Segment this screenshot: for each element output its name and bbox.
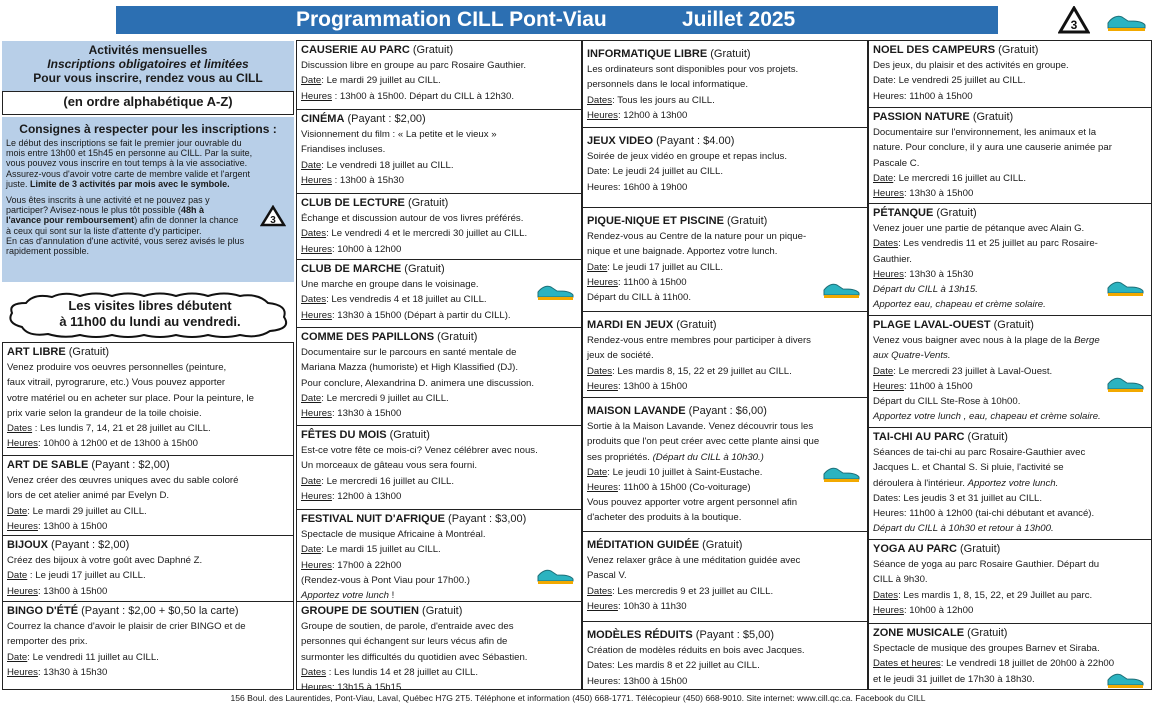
activity-desc: Les ordinateurs sont disponibles pour vos projets. xyxy=(587,64,799,76)
activity-desc: Un morceaux de gâteau vous sera fourni. xyxy=(301,460,477,472)
activity-desc: CILL à 9h30. xyxy=(873,574,928,586)
activity-date: : Le vendredi 18 juillet de 20h00 à 22h00 xyxy=(940,658,1115,670)
activity-price: (Payant : $2,00) xyxy=(88,459,170,471)
activity-desc: faux vitrail, pyrograrure, etc.) Vous pouvez apporter xyxy=(7,377,226,389)
activity-title: ART DE SABLE xyxy=(7,459,89,471)
walking-shoe-icon xyxy=(535,564,575,586)
walking-shoe-icon xyxy=(1104,9,1148,33)
activity-price: (Payant : $2,00) xyxy=(47,539,130,551)
activity-yoga xyxy=(869,539,1151,623)
activity-price: (Payant : $4.00) xyxy=(653,135,735,147)
activity-date: : Le vendredi 18 juillet au CILL. xyxy=(321,159,454,171)
activity-club-lecture xyxy=(297,193,581,259)
activity-desc: Courrez la chance d'avoir le plaisir de crier BINGO et de xyxy=(7,621,246,633)
activity-maison-lavande xyxy=(583,397,867,531)
consignes-text: Vous êtes inscrits à une activité et ne pouvez pas y xyxy=(6,195,210,206)
activity-price: (Gratuit) xyxy=(707,48,751,60)
activity-price: (Gratuit) xyxy=(65,346,110,358)
activity-art-libre xyxy=(3,343,293,455)
activity-note: (Rendez-vous à Pont Viau pour 17h00.) xyxy=(301,574,470,586)
activity-bijoux xyxy=(3,535,293,601)
page-month: Juillet 2025 xyxy=(682,8,796,31)
hours-label: Heures xyxy=(873,604,904,616)
activity-petanque xyxy=(869,203,1151,315)
consignes-refund: l'avance pour remboursement xyxy=(6,215,135,226)
activity-title: CLUB DE LECTURE xyxy=(301,197,405,209)
activity-hours: : 13h30 à 15h30 xyxy=(37,666,108,678)
activity-date: : Les vendredis 11 et 25 juillet au parc Rosaire- xyxy=(898,238,1098,250)
activity-title: PASSION NATURE xyxy=(873,111,970,123)
activity-art-de-sable xyxy=(3,455,293,535)
activity-date: : Le vendredi 11 juillet au CILL. xyxy=(27,651,159,663)
date-label: Date xyxy=(873,365,894,377)
date-label: Date xyxy=(301,392,322,404)
activity-date: : Les mercredis 9 et 23 juillet au CILL. xyxy=(612,585,774,597)
activity-desc: Spectacle de musique des groupes Barnev et Siraba. xyxy=(873,643,1100,655)
activity-title: YOGA AU PARC xyxy=(873,543,957,555)
activity-hours: : 13h15 à 15h15 xyxy=(331,682,402,691)
page-title: Programmation CILL Pont-Viau xyxy=(296,8,607,31)
activity-date: Date: Le jeudi 24 juillet au CILL. xyxy=(587,166,723,178)
hours-label: Heures xyxy=(301,408,332,420)
activity-date: Dates: Les mardis 8 et 22 juillet au CILL. xyxy=(587,660,760,672)
activity-hours: : 12h00 à 13h00 xyxy=(617,109,688,121)
hours-label: Heures xyxy=(7,520,38,532)
activity-price: (Payant : $3,00) xyxy=(445,513,527,525)
activity-hours: : 12h00 à 13h00 xyxy=(331,490,402,502)
activity-desc: Venez jouer une partie de pétanque avec Alain G. xyxy=(873,223,1085,235)
activity-desc: Visionnement du film : « La petite et le vieux » xyxy=(301,129,497,141)
date-label: Dates xyxy=(301,228,327,240)
hours-label: Heures xyxy=(587,482,618,494)
activity-hours: : 10h30 à 11h30 xyxy=(617,600,687,612)
walking-shoe-icon xyxy=(821,278,861,300)
date-label: Dates xyxy=(587,365,613,377)
activity-groupe-soutien xyxy=(297,601,581,691)
activity-note: Apportez votre lunch xyxy=(301,590,389,601)
activity-comme-des-papillons xyxy=(297,327,581,425)
activity-causerie xyxy=(297,41,581,109)
activity-desc: Jacques L. et Chantal S. Si pluie, l'activité se xyxy=(873,462,1064,474)
limit-triangle-icon xyxy=(260,205,286,227)
activity-desc: Documentaire sur le parcours en santé mentale de xyxy=(301,347,517,359)
activity-desc: Rendez-vous au Centre de la nature pour un pique- xyxy=(587,231,807,243)
consignes-refund: 48h à xyxy=(180,205,204,216)
activity-desc: Séance de yoga au parc Rosaire Gauthier. Départ du xyxy=(873,559,1100,571)
activity-date: : Le jeudi 17 juillet au CILL. xyxy=(607,261,723,273)
activity-desc: jeux de société. xyxy=(587,350,654,362)
activity-title: ZONE MUSICALE xyxy=(873,627,965,639)
activity-price: (Gratuit) xyxy=(386,429,430,441)
activity-desc: Échange et discussion autour de vos livres préférés. xyxy=(301,213,524,225)
activity-noel-campeurs xyxy=(869,41,1151,107)
activity-title: JEUX VIDEO xyxy=(587,135,654,147)
activity-title: CAUSERIE AU PARC xyxy=(301,44,410,56)
activity-date: : Tous les jours au CILL. xyxy=(612,94,715,106)
activity-hours: : 10h00 à 12h00 xyxy=(903,604,974,616)
svg-text:3: 3 xyxy=(1070,18,1078,32)
footer-contact: 156 Boul. des Laurentides, Pont-Viau, Laval, Québec H7G 2T5. Téléphone et information (450) 668-1771. Télécopieur (450) 668-9010. Site internet: www.cill.qc.ca. Facebook du CILL xyxy=(230,693,926,703)
activity-desc: Pour conclure, Alexandrina D. animera une discussion. xyxy=(301,377,535,389)
activity-title: BINGO D'ÉTÉ xyxy=(7,605,79,617)
activity-title: FESTIVAL NUIT D'AFRIQUE xyxy=(301,513,445,525)
visites-line2: à 11h00 du lundi au vendredi. xyxy=(59,314,241,329)
hours-label: Heures xyxy=(301,682,332,691)
activity-desc: Des jeux, du plaisir et des activités en groupe. xyxy=(873,60,1069,72)
activity-price: (Gratuit) xyxy=(404,197,449,209)
activity-title: TAI-CHI AU PARC xyxy=(873,431,965,443)
activity-hours: : 13h00 à 15h00 xyxy=(617,380,688,392)
hours-label: Heures xyxy=(587,276,618,288)
activity-note: Départ du CILL à 11h00. xyxy=(587,292,692,304)
activity-desc: lors de cet atelier animé par Evelyn D. xyxy=(7,490,170,502)
activity-hours: : 13h30 à 15h00 xyxy=(331,408,402,420)
date-label: Dates xyxy=(587,585,613,597)
hours-label: Heures xyxy=(301,490,332,502)
activity-desc: Pascal V. xyxy=(587,570,627,582)
activity-hours: : 13h00 à 15h00 xyxy=(37,520,108,532)
svg-text:3: 3 xyxy=(270,215,276,226)
activity-price: (Payant : $6,00) xyxy=(685,405,767,417)
column-3 xyxy=(582,40,868,690)
activity-date: : Le mercredi 9 juillet au CILL. xyxy=(321,392,449,404)
activity-hours: Heures: 13h00 à 15h00 xyxy=(587,675,688,687)
consignes-text: vous pouvez vous inscrire en tout temps à la vie associative. xyxy=(6,158,248,169)
intro-line2: Inscriptions obligatoires et limitées xyxy=(47,57,249,71)
activity-desc: Est-ce votre fête ce mois-ci? Venez célébrer avec nous. xyxy=(301,445,538,457)
activity-note: Apportez eau, chapeau et crème solaire. xyxy=(873,299,1046,311)
activity-date: : Le mardi 15 juillet au CILL. xyxy=(321,544,441,556)
activity-plage-laval-ouest xyxy=(869,315,1151,427)
activity-price: (Gratuit) xyxy=(969,111,1014,123)
activity-desc: Rendez-vous entre membres pour participer à divers xyxy=(587,335,811,347)
activity-title: MARDI EN JEUX xyxy=(587,319,674,331)
activity-price: (Gratuit) xyxy=(995,44,1039,56)
hours-label: Heures xyxy=(301,559,332,571)
date-label: Date xyxy=(7,505,28,517)
activity-hours: Heures: 16h00 à 19h00 xyxy=(587,181,688,193)
activity-price: (Gratuit) xyxy=(933,207,977,219)
activity-date: : Les lundis 14 et 28 juillet au CILL. xyxy=(326,666,479,678)
activity-desc: Groupe de soutien, de parole, d'entraide avec des xyxy=(301,621,514,633)
activity-title: ART LIBRE xyxy=(7,346,66,358)
activity-informatique-libre xyxy=(583,41,867,127)
hours-label: Heures xyxy=(301,90,332,102)
activity-note: Départ du CILL à 10h30 et retour à 13h00. xyxy=(873,523,1054,535)
activity-pique-nique xyxy=(583,207,867,311)
activity-desc: nique et une baignade. Apportez votre lunch. xyxy=(587,246,778,258)
date-label: Dates xyxy=(873,238,899,250)
consignes-text: participer? Avisez-nous le plus tôt possible ( xyxy=(6,205,181,216)
activity-date: : Le mercredi 23 juillet à Laval-Ouest. xyxy=(893,365,1053,377)
activity-note: Départ du CILL à 13h15. xyxy=(873,284,978,296)
date-label: Date xyxy=(301,159,322,171)
activity-desc: Séances de tai-chi au parc Rosaire-Gauthier avec xyxy=(873,447,1086,459)
hours-label: Heures xyxy=(301,309,332,321)
activity-note: Apportez votre lunch , eau, chapeau et crème solaire. xyxy=(873,411,1101,423)
activity-desc: surmonter les difficultés du quotidien avec Sébastien. xyxy=(301,651,528,663)
consignes-text: juste. xyxy=(6,178,28,189)
activity-desc: Pascale C. xyxy=(873,157,920,169)
date-label: Date xyxy=(587,261,608,273)
activity-price: (Gratuit) xyxy=(401,263,445,275)
hours-label: Heures xyxy=(587,380,618,392)
activity-price: (Gratuit) xyxy=(964,627,1008,639)
walking-shoe-icon xyxy=(1105,372,1145,394)
activity-date: : Les mardis 1, 8, 15, 22, et 29 Juillet au parc. xyxy=(898,589,1093,601)
activity-price: (Gratuit) xyxy=(723,215,768,227)
hours-label: Heures xyxy=(7,585,38,597)
activity-price: (Gratuit) xyxy=(964,431,1008,443)
activity-desc: Friandises incluses. xyxy=(301,144,386,156)
date-label: Date xyxy=(587,466,608,478)
date-label: Dates xyxy=(873,589,899,601)
activity-price: (Gratuit) xyxy=(990,319,1034,331)
activity-note: ! xyxy=(389,590,395,601)
date-label: Date xyxy=(301,544,322,556)
activity-title: INFORMATIQUE LIBRE xyxy=(587,48,708,60)
activity-zone-musicale xyxy=(869,623,1151,691)
visites-libres-text xyxy=(20,298,280,330)
activity-jeux-video xyxy=(583,127,867,207)
walking-shoe-icon xyxy=(535,280,575,302)
consignes-text: En cas d'annulation d'une activité, vous serez avisés le plus xyxy=(6,235,245,246)
activity-date: Dates: Les jeudis 3 et 31 juillet au CILL. xyxy=(873,492,1043,504)
intro-line1: Activités mensuelles xyxy=(88,43,208,57)
hours-label: Heures xyxy=(7,666,38,678)
activity-hours: : 13h30 à 15h00 xyxy=(903,188,974,200)
activity-price: (Payant : $2,00 + $0,50 la carte) xyxy=(78,605,239,617)
consignes-limit: Limite de 3 activités par mois avec le symbole. xyxy=(30,178,230,189)
activity-desc: Une marche en groupe dans le voisinage. xyxy=(301,279,479,291)
hours-label: Heures xyxy=(587,600,618,612)
activity-desc: aux Quatre-Vents. xyxy=(873,350,951,362)
consignes-panel xyxy=(2,117,294,282)
activity-desc: Sortie à la Maison Lavande. Venez découvrir tous les xyxy=(587,421,814,433)
date-label: Dates xyxy=(7,423,33,435)
activity-desc: produits que l'on peut créer avec cette plante ainsi que xyxy=(587,436,820,448)
activity-price: (Gratuit) xyxy=(434,331,478,343)
activity-hours: : 11h00 à 15h00 xyxy=(617,276,687,288)
activity-hours: : 13h00 à 15h00. Départ du CILL à 12h30. xyxy=(331,90,515,102)
activity-note: Apportez votre lunch. xyxy=(967,477,1059,489)
activity-title: NOEL DES CAMPEURS xyxy=(873,44,996,56)
activity-date: : Le jeudi 10 juillet à Saint-Eustache. xyxy=(607,466,763,478)
hours-label: Heures xyxy=(873,188,904,200)
hours-label: Heures xyxy=(301,243,332,255)
activity-desc: Venez relaxer grâce à une méditation guidée avec xyxy=(587,555,801,567)
activity-date: : Les vendredis 4 et 18 juillet au CILL. xyxy=(326,294,487,306)
hours-label: Heures xyxy=(873,268,904,280)
activity-hours: : 10h00 à 12h00 xyxy=(331,243,402,255)
activity-date: et le jeudi 31 juillet de 17h30 à 18h30. xyxy=(873,673,1035,685)
activity-title: MAISON LAVANDE xyxy=(587,405,686,417)
column-1 xyxy=(2,342,294,690)
activity-title: MÉDITATION GUIDÉE xyxy=(587,539,700,551)
activity-desc: Venez produire vos oeuvres personnelles (peinture, xyxy=(7,362,227,374)
date-label: Date xyxy=(301,75,322,87)
activity-desc: ses propriétés. xyxy=(587,451,653,463)
consignes-text: Assurez-vous d'avoir votre carte de membre valide et l'argent xyxy=(6,168,251,179)
walking-shoe-icon xyxy=(821,462,861,484)
activity-price: (Payant : $2,00) xyxy=(344,113,426,125)
activity-price: (Gratuit) xyxy=(699,539,743,551)
alphabetical-note: (en ordre alphabétique A-Z) xyxy=(2,91,294,115)
activity-hours: : 17h00 à 22h00 xyxy=(331,559,402,571)
activity-title: MODÈLES RÉDUITS xyxy=(587,629,693,641)
activity-title: COMME DES PAPILLONS xyxy=(301,331,435,343)
activity-date: Date: Le vendredi 25 juillet au CILL. xyxy=(873,75,1026,87)
activity-hours: Heures: 11h00 à 15h00 xyxy=(873,90,973,102)
activity-desc: personnes qui échangent sur leurs vécus afin de xyxy=(301,636,508,648)
activity-title: FÊTES DU MOIS xyxy=(301,429,387,441)
activity-desc: prix varie selon la grandeur de la toile choisie. xyxy=(7,407,202,419)
activity-passion-nature xyxy=(869,107,1151,203)
activity-title: GROUPE DE SOUTIEN xyxy=(301,605,419,617)
activity-desc: nature. Pour conclure, il y aura une causerie animée par xyxy=(873,142,1112,154)
activity-modeles-reduits xyxy=(583,621,867,691)
activity-note: Départ du CILL Ste-Rose à 10h00. xyxy=(873,396,1021,408)
activity-date: Gauthier. xyxy=(873,253,912,265)
consignes-text: à ceux qui sont sur la liste d'attente d'y participer. xyxy=(6,225,202,236)
activity-note: (Départ du CILL à 10h30.) xyxy=(652,451,764,463)
activity-date: : Le vendredi 4 et le mercredi 30 juillet au CILL. xyxy=(326,228,528,240)
consignes-text: Le début des inscriptions se fait le premier jour ouvrable du xyxy=(6,138,242,148)
activity-note: Vous pouvez apporter votre argent personnel afin xyxy=(587,497,798,509)
activity-desc: Venez vous baigner avec nous à la plage de la xyxy=(873,335,1075,347)
activity-price: (Payant : $5,00) xyxy=(692,629,775,641)
activity-club-marche xyxy=(297,259,581,327)
activity-title: BIJOUX xyxy=(7,539,48,551)
activity-desc: Soirée de jeux vidéo en groupe et repas inclus. xyxy=(587,151,787,163)
activity-title: PIQUE-NIQUE ET PISCINE xyxy=(587,215,724,227)
activity-title: PÉTANQUE xyxy=(873,207,934,219)
hours-label: Heures xyxy=(7,438,38,450)
column-2 xyxy=(296,40,582,690)
activity-hours: : 11h00 à 15h00 (Co-voiturage) xyxy=(617,482,751,494)
activity-desc: remporter des prix. xyxy=(7,636,88,648)
activity-desc: Discussion libre en groupe au parc Rosaire Gauthier. xyxy=(301,60,527,72)
activity-desc: Mariana Mazza (humoriste) et High Klassified (DJ). xyxy=(301,362,518,374)
activity-tai-chi xyxy=(869,427,1151,539)
activity-desc: Berge xyxy=(1074,335,1100,347)
column-4 xyxy=(868,40,1152,690)
activity-date: : Le mardi 29 juillet au CILL. xyxy=(27,505,147,517)
activity-note: d'acheter des produits à la boutique. xyxy=(587,512,742,524)
date-label: Dates xyxy=(301,666,327,678)
activity-date: : Les lundis 7, 14, 21 et 28 juillet au CILL. xyxy=(32,423,211,435)
limit-triangle-icon xyxy=(1058,6,1090,34)
activity-desc: personnels dans le local informatique. xyxy=(587,79,749,91)
activity-date: : Le jeudi 17 juillet au CILL. xyxy=(27,570,146,582)
activity-date: : Le mercredi 16 juillet au CILL. xyxy=(321,475,455,487)
date-label: Dates et heures xyxy=(873,658,941,670)
consignes-text: ) afin de donner la chance xyxy=(134,215,239,226)
activity-date: : Le mardi 29 juillet au CILL. xyxy=(321,75,441,87)
activity-hours: : 13h30 à 15h00 (Départ à partir du CILL). xyxy=(331,309,511,321)
consignes-text: mois entre 13h00 et 15h45 en personne au CILL. Par la suite, xyxy=(6,148,253,159)
activity-date: : Les mardis 8, 15, 22 et 29 juillet au CILL. xyxy=(612,365,792,377)
activity-price: (Gratuit) xyxy=(673,319,717,331)
date-label: Dates xyxy=(587,94,613,106)
activity-price: (Gratuit) xyxy=(409,44,454,56)
activity-hours: : 13h00 à 15h00 xyxy=(37,585,108,597)
activity-title: PLAGE LAVAL-OUEST xyxy=(873,319,991,331)
activity-hours: : 10h00 à 12h00 et de 13h00 à 15h00 xyxy=(37,438,198,450)
activity-bingo xyxy=(3,601,293,691)
activity-desc: Création de modèles réduits en bois avec Jacques. xyxy=(587,645,805,657)
consignes-title: Consignes à respecter pour les inscriptions : xyxy=(19,122,277,136)
hours-label: Heures xyxy=(587,109,618,121)
activity-hours: Heures: 11h00 à 12h00 (tai-chi débutant et avancé). xyxy=(873,508,1095,520)
walking-shoe-icon xyxy=(1105,668,1145,690)
visites-line1: Les visites libres débutent xyxy=(68,298,232,313)
activity-hours: : 13h00 à 15h30 xyxy=(331,174,404,186)
activity-price: (Gratuit) xyxy=(418,605,463,617)
activity-fetes-du-mois xyxy=(297,425,581,509)
activity-meditation xyxy=(583,531,867,621)
date-label: Date xyxy=(301,475,322,487)
activity-desc: votre matériel ou en acheter sur place. Pour la peinture, le xyxy=(7,392,254,404)
hours-label: Heures xyxy=(873,380,904,392)
date-label: Date xyxy=(873,172,894,184)
activity-desc: déroulera à l'intérieur. xyxy=(873,477,968,489)
consignes-text: rapidement possible. xyxy=(6,246,90,257)
date-label: Date xyxy=(7,570,28,582)
activity-title: CINÉMA xyxy=(301,113,345,125)
activity-hours: : 11h00 à 15h00 xyxy=(903,380,973,392)
hours-label: Heures xyxy=(301,174,332,186)
activity-cinema xyxy=(297,109,581,193)
activity-mardi-en-jeux xyxy=(583,311,867,397)
activity-hours: : 13h30 à 15h30 xyxy=(903,268,974,280)
activity-desc: Venez créer des œuvres uniques avec du sable coloré xyxy=(7,475,239,487)
activity-desc: Spectacle de musique Africaine à Montréal. xyxy=(301,529,486,541)
walking-shoe-icon xyxy=(1105,276,1145,298)
activity-desc: Documentaire sur l'environnement, les animaux et la xyxy=(873,127,1097,139)
date-label: Dates xyxy=(301,294,327,306)
activity-price: (Gratuit) xyxy=(956,543,1001,555)
date-label: Date xyxy=(7,651,28,663)
activity-festival-nuit-afrique xyxy=(297,509,581,601)
activity-desc: Créez des bijoux à votre goût avec Daphné Z. xyxy=(7,555,203,567)
activity-date: : Le mercredi 16 juillet au CILL. xyxy=(893,172,1027,184)
intro-line3: Pour vous inscrire, rendez vous au CILL xyxy=(33,71,263,85)
activity-title: CLUB DE MARCHE xyxy=(301,263,402,275)
